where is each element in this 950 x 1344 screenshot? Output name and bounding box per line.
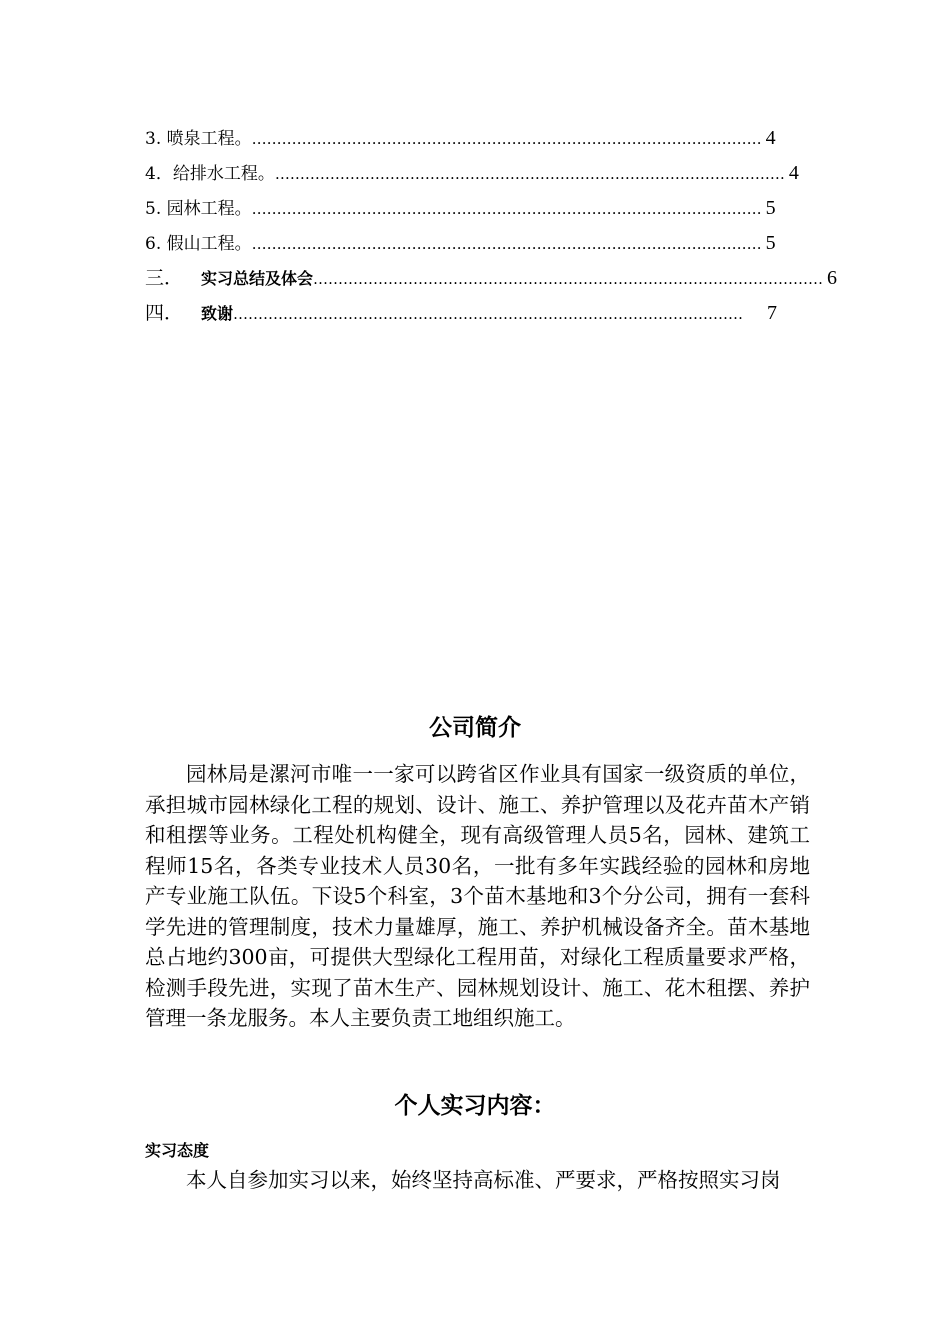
toc-leader-dots: ………………………………………………………………………………………… bbox=[274, 165, 785, 183]
toc-page-number: 5 bbox=[765, 232, 776, 254]
toc-section-title: 致谢 bbox=[201, 304, 234, 323]
toc-section-number: 三． bbox=[145, 267, 184, 289]
internship-content-title: 个人实习内容： bbox=[394, 1093, 556, 1119]
toc-label: 6. 假山工程。 bbox=[145, 234, 252, 254]
toc-label bbox=[145, 298, 233, 325]
toc-row-garden bbox=[145, 194, 775, 220]
internship-attitude-heading: 实习态度 bbox=[145, 1141, 210, 1160]
toc-row-rockery bbox=[145, 229, 775, 255]
toc-leader-dots: ………………………………………………………………………………………… bbox=[313, 270, 824, 288]
toc-leader-dots: ………………………………………………………………………………………… bbox=[251, 130, 762, 148]
company-intro-title: 公司简介 bbox=[429, 715, 521, 741]
toc-label: 4．给排水工程。 bbox=[145, 164, 275, 184]
company-intro-paragraph: 园林局是漯河市唯一一家可以跨省区作业具有国家一级资质的单位，承担城市园林绿化工程的规划、设计、施工、养护管理以及花卉苗木产销和租摆等业务。工程处机构健全，现有高级管理人员5名，园林、建筑工程师15名，各类专业技术人员30名，一批有多年实践经验的园林和房地产专业施工队伍。下设5个科室，3个苗木基地和3个分公司，拥有一套科学先进的管理制度，技术力量雄厚，施工、养护机械设备齐全。苗木基地总占地约300亩，可提供大型绿化工程用苗，对绿化工程质量要求严格，检测手段先进，实现了苗木生产、园林规划设计、施工、花木租摆、养护管理一条龙服务。本人主要负责工地组织施工。 bbox=[145, 762, 810, 1030]
toc-page-number: 4 bbox=[788, 162, 799, 184]
toc-page-number: 7 bbox=[767, 302, 777, 324]
toc-section-number: 四． bbox=[145, 302, 184, 324]
toc-page-number: 4 bbox=[765, 127, 776, 149]
toc-label: 5. 园林工程。 bbox=[145, 199, 252, 219]
toc-section-title: 实习总结及体会 bbox=[201, 269, 314, 288]
internship-attitude-paragraph: 本人自参加实习以来，始终坚持高标准、严要求，严格按照实习岗 bbox=[186, 1168, 781, 1192]
toc-row-thanks bbox=[145, 298, 777, 325]
toc-leader-dots: ………………………………………………………………………………………… bbox=[233, 305, 744, 323]
toc-row-fountain bbox=[145, 124, 775, 150]
toc-label bbox=[145, 263, 313, 290]
toc-leader-dots: ………………………………………………………………………………………… bbox=[251, 235, 762, 253]
toc-page-number: 6 bbox=[827, 267, 838, 289]
toc-row-summary bbox=[145, 263, 838, 290]
toc-page-number: 5 bbox=[765, 197, 776, 219]
toc-row-drainage bbox=[145, 159, 799, 185]
toc-leader-dots: ………………………………………………………………………………………… bbox=[251, 200, 762, 218]
toc-label: 3. 喷泉工程。 bbox=[145, 129, 252, 149]
